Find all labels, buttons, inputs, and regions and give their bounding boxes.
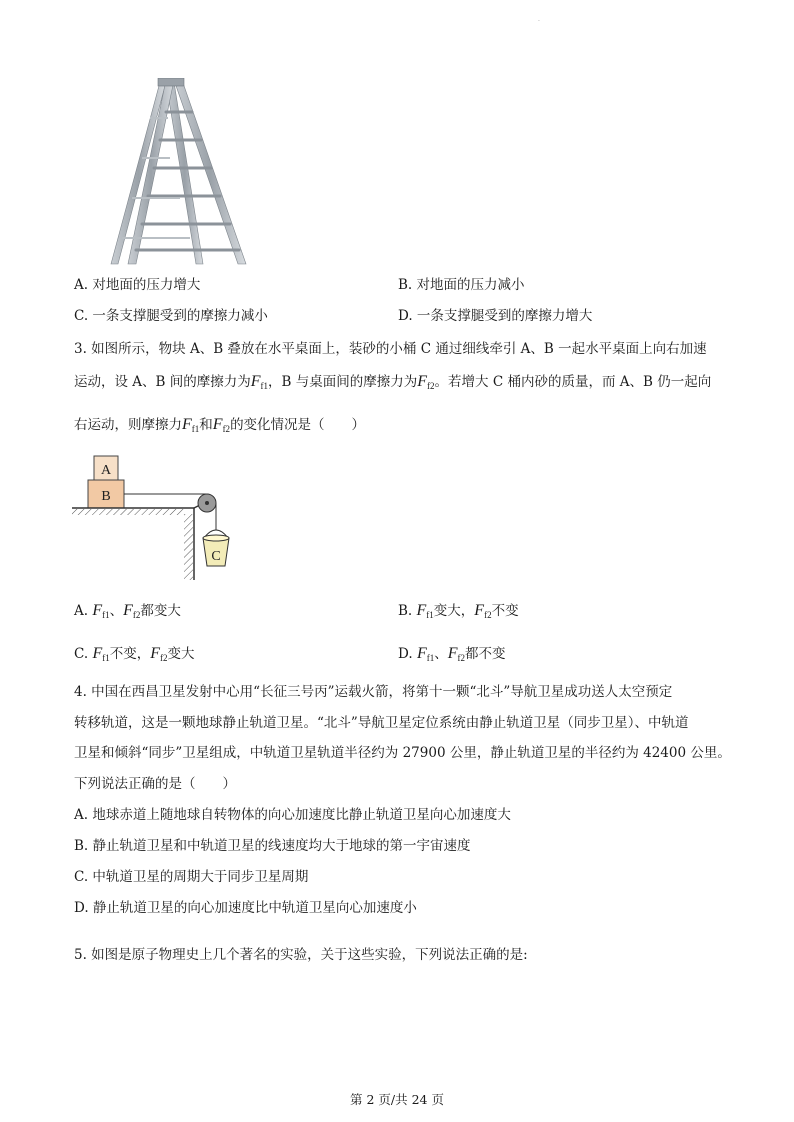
q3-stem-line1: 3. 如图所示，物块 A、B 叠放在水平桌面上，装砂的小桶 C 通过细线牵引 A、B 一起水平桌面上向右加速 [74,341,707,357]
q3-option-c: C. $F_{f1}$不变，$F_{f2}$变大 [74,645,195,663]
q4-option-d: D. 静止轨道卫星的向心加速度比中轨道卫星向心加速度小 [74,900,417,916]
f1-symbol: $F_{f1}$ [250,373,269,391]
q5-stem: 5. 如图是原子物理史上几个著名的实验，关于这些实验，下列说法正确的是: [74,947,528,963]
f2-symbol: $F_{f2}$ [417,373,435,391]
header-mark: . [538,16,540,23]
block-b-label: B [101,489,111,504]
q4-option-c: C. 中轨道卫星的周期大于同步卫星周期 [74,869,309,885]
q2-option-b: B. 对地面的压力减小 [398,277,525,293]
f2-symbol: $F_{f2}$ [212,416,231,434]
q4-option-a: A. 地球赤道上随地球自转物体的向心加速度比静止轨道卫星向心加速度大 [74,807,511,823]
q2-option-c: C. 一条支撑腿受到的摩擦力减小 [74,308,268,324]
q2-option-d: D. 一条支撑腿受到的摩擦力增大 [398,308,593,324]
q3-option-d: D. $F_{f1}$、$F_{f2}$都不变 [398,645,506,663]
f1-symbol: $F_{f1}$ [182,416,200,434]
q3-option-b: B. $F_{f1}$变大，$F_{f2}$不变 [398,602,519,620]
q3-option-a: A. $F_{f1}$、$F_{f2}$都变大 [74,602,181,620]
bucket-c-label: C [211,549,221,564]
q3-stem-line3: 右运动，则摩擦力$F_{f1}$和$F_{f2}$的变化情况是（ ） [74,416,366,434]
q3-stem-line2: 运动，设 A、B 间的摩擦力为$F_{f1}$，B 与桌面间的摩擦力为$F_{f2}$。若增大 C 桶内砂的质量，而 A、B 仍一起向 [74,373,712,391]
q4-stem-line1: 4. 中国在西昌卫星发射中心用“长征三号丙”运载火箭，将第十一颗“北斗”导航卫星成功送人太空预定 [74,684,673,700]
q4-stem-line2: 转移轨道，这是一颗地球静止轨道卫星。“北斗”导航卫星定位系统由静止轨道卫星（同步卫星）、中轨道 [74,715,689,731]
q4-stem-line3: 卫星和倾斜“同步”卫星组成，中轨道卫星轨道半径约为 27900 公里，静止轨道卫星的半径约为 42400 公里。 [74,745,731,761]
ladder-figure [108,78,250,266]
q4-stem-line4: 下列说法正确的是（ ） [74,776,236,792]
blocks-pulley-figure [70,452,250,584]
page-footer: 第 2 页/共 24 页 [350,1092,444,1107]
q2-option-a: A. 对地面的压力增大 [74,277,201,293]
block-a-label: A [100,463,112,478]
q4-option-b: B. 静止轨道卫星和中轨道卫星的线速度均大于地球的第一宇宙速度 [74,838,471,854]
